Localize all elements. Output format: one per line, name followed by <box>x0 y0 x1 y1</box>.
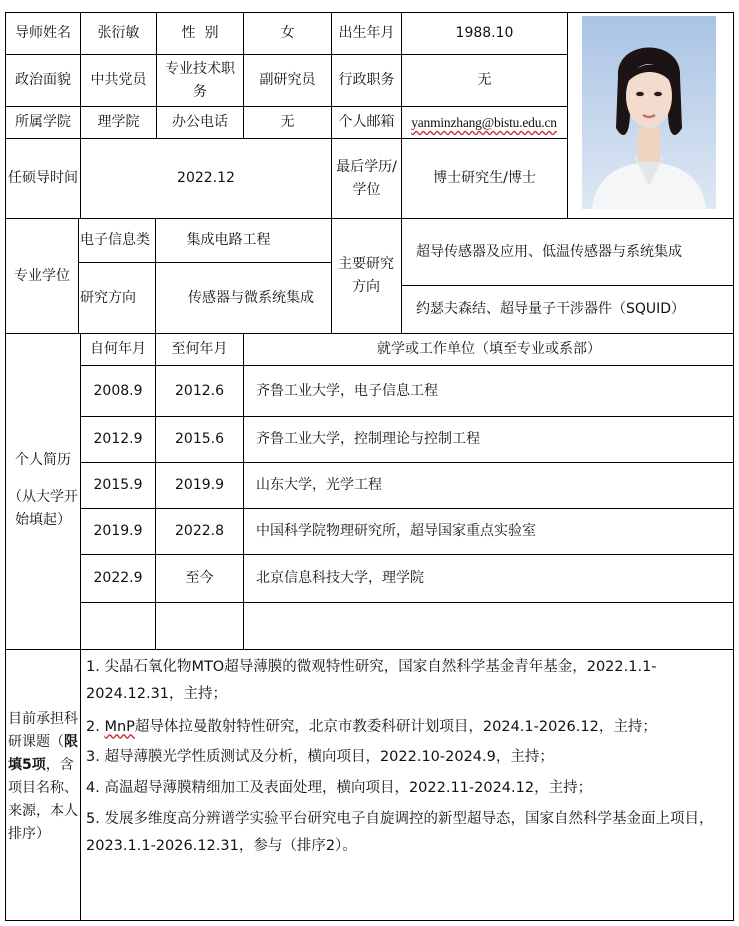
resume-header-from: 自何年月 <box>90 341 146 357</box>
degree-value: 博士研究生/博士 <box>433 170 536 186</box>
project-item-4: 4. 高温超导薄膜精细加工及表面处理，横向项目，2022.11-2024.12，主持； <box>86 780 593 797</box>
college-value: 理学院 <box>97 114 140 130</box>
projects-label-a: 目前承担科研课题（ <box>8 711 78 750</box>
resume-to: 2015.6 <box>175 431 224 447</box>
resume-header-to: 至何年月 <box>171 341 228 357</box>
research-item-2: 约瑟夫森结、超导量子干涉器件（SQUID） <box>416 301 686 317</box>
resume-from: 2019.9 <box>93 523 143 539</box>
portrait-icon <box>582 16 716 209</box>
project-item-1: 1. 尖晶石氧化物MTO超导薄膜的微观特性研究，国家自然科学基金青年基金，2022.1.1-2024.12.31，主持； <box>86 659 657 702</box>
admin-label: 行政职务 <box>338 72 395 88</box>
appoint-value: 2022.12 <box>177 170 235 186</box>
resume-from: 2008.9 <box>93 382 143 399</box>
resume-unit: 山东大学，光学工程 <box>256 477 382 493</box>
email-value <box>401 107 567 138</box>
project-item-2-keyword: MnP <box>104 718 135 735</box>
resume-from: 2015.9 <box>93 477 143 493</box>
projects-label-c: ，含项目名称、来源，本人排序） <box>8 757 78 842</box>
title-label: 专业技术职务 <box>165 60 235 100</box>
birth-value: 1988.10 <box>455 25 514 41</box>
project-item-5: 5. 发展多维度高分辨谱学实验平台研究电子自旋调控的新型超导态，国家自然科学基金面上项目，2023.1.1-2026.12.31，参与（排序2）。 <box>86 810 714 854</box>
email-text: yanminzhang@bistu.edu.cn <box>411 115 557 130</box>
project-item-2-text: 超导体拉曼散射特性研究，北京市教委科研计划项目，2024.1-2026.12，主持； <box>134 718 657 735</box>
portrait-photo <box>582 16 716 209</box>
resume-unit: 齐鲁工业大学，控制理论与控制工程 <box>256 431 480 447</box>
resume-label <box>8 435 78 545</box>
gender-label: 性 别 <box>181 25 219 41</box>
resume-note: （从大学开始填起） <box>8 488 78 528</box>
resume-unit: 北京信息科技大学，理学院 <box>256 570 424 586</box>
resume-to: 2022.8 <box>175 523 224 539</box>
research-item-1: 超导传感器及应用、低温传感器与系统集成 <box>416 243 682 260</box>
projects-label-limit: 限填5项 <box>8 734 78 773</box>
resume-title: 个人简历 <box>15 451 71 468</box>
resume-from: 2012.9 <box>93 431 143 447</box>
gender-value: 女 <box>280 25 295 41</box>
category-label: 电子信息类 <box>80 232 150 248</box>
direction-label: 研究方向 <box>80 289 136 306</box>
phone-value: 无 <box>280 114 295 130</box>
project-item-2: 2. MnP超导体拉曼散射特性研究，北京市教委科研计划项目，2024.1-2026.12，主持； <box>86 718 657 735</box>
admin-value: 无 <box>477 72 492 88</box>
resume-unit: 中国科学院物理研究所，超导国家重点实验室 <box>256 523 536 539</box>
projects-label <box>6 708 80 846</box>
major-label: 专业学位 <box>14 267 70 284</box>
political-value: 中共党员 <box>90 72 147 88</box>
email-label: 个人邮箱 <box>338 114 395 130</box>
resume-to: 2019.9 <box>175 477 224 493</box>
title-value: 副研究员 <box>259 72 316 88</box>
resume-to: 2012.6 <box>175 382 224 399</box>
phone-label: 办公电话 <box>172 114 228 130</box>
resume-to: 至今 <box>185 570 214 586</box>
appoint-label: 任硕导时间 <box>8 170 78 186</box>
college-label: 所属学院 <box>15 114 71 130</box>
resume-unit: 齐鲁工业大学，电子信息工程 <box>256 382 438 399</box>
research-label: 主要研究方向 <box>338 256 394 295</box>
degree-label: 最后学历/学位 <box>336 158 397 198</box>
resume-from: 2022.9 <box>93 570 143 586</box>
birth-label: 出生年月 <box>338 25 395 41</box>
projects-list <box>86 654 734 860</box>
resume-header-unit: 就学或工作单位（填至专业或系部） <box>377 341 601 357</box>
name-label: 导师姓名 <box>15 25 71 41</box>
direction-value: 传感器与微系统集成 <box>188 289 314 306</box>
name-value: 张衍敏 <box>97 25 140 41</box>
political-label: 政治面貌 <box>15 72 71 88</box>
category-value: 集成电路工程 <box>186 232 271 248</box>
project-item-3: 3. 超导薄膜光学性质测试及分析，横向项目，2022.10-2024.9，主持； <box>86 749 554 766</box>
